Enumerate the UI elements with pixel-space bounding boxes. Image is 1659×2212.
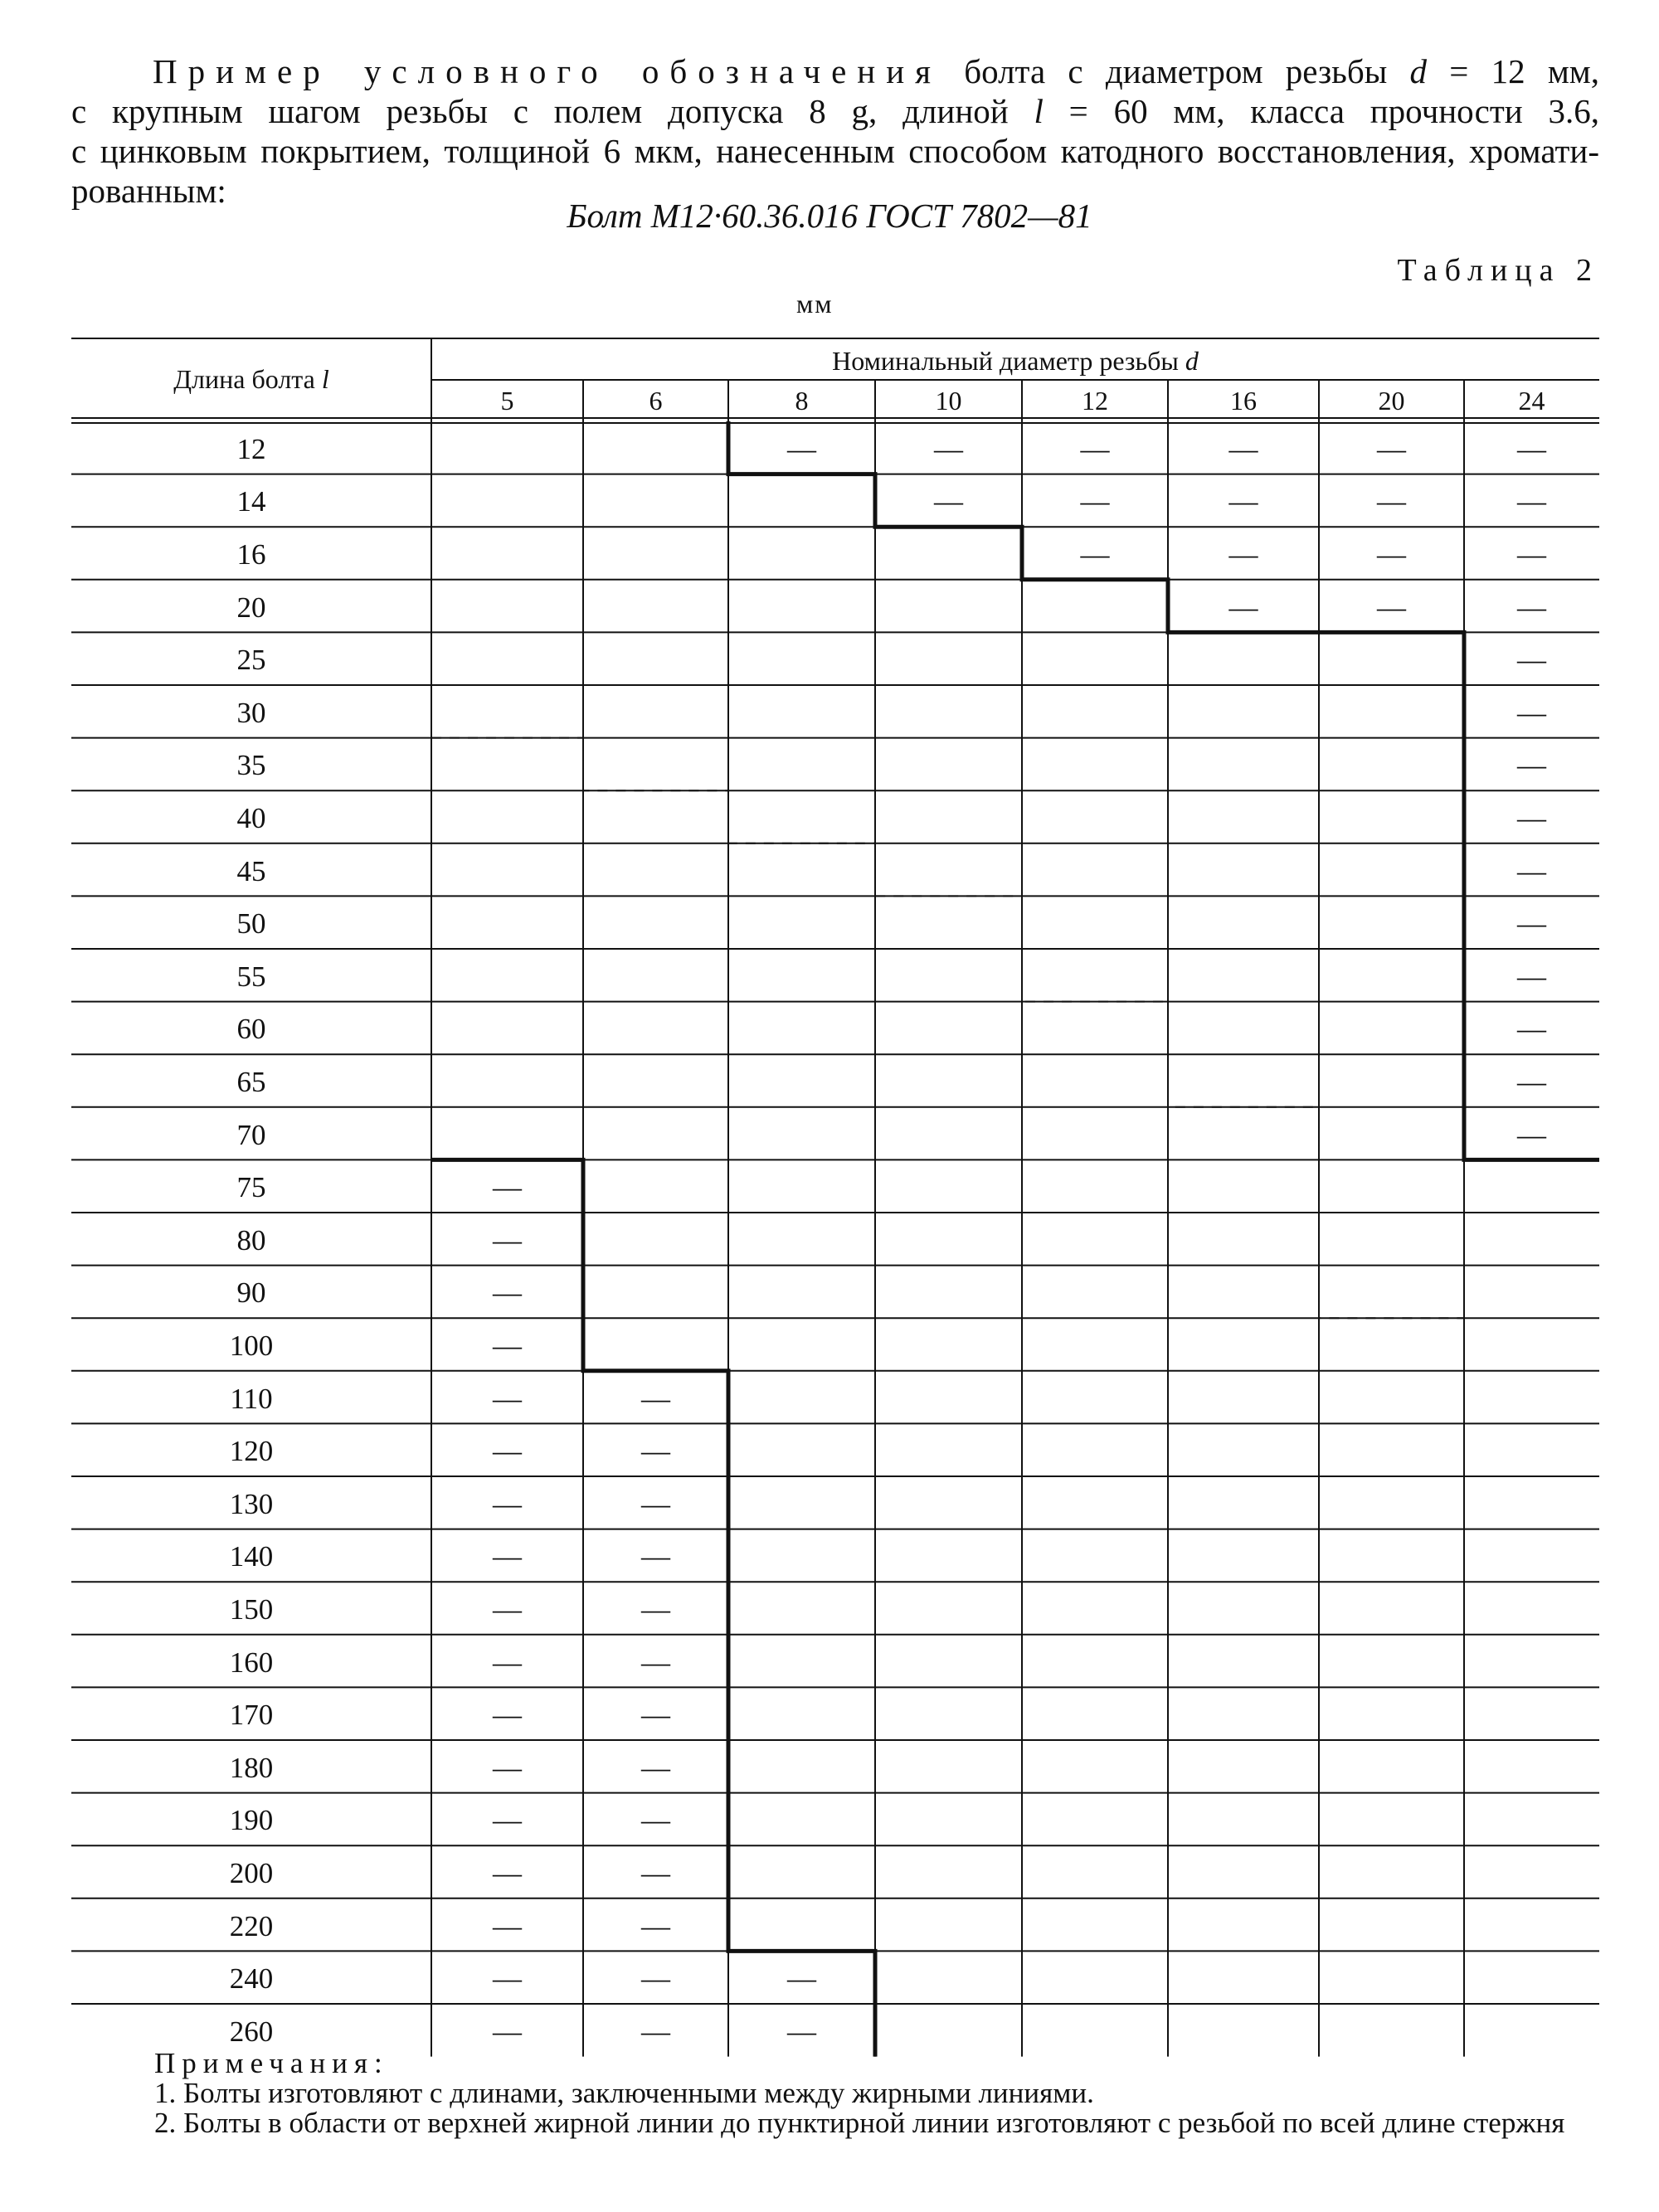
bolt-length-cell: 150: [229, 1593, 274, 1626]
dash-cell: —: [493, 1857, 522, 1889]
bolt-length-cell: 130: [229, 1487, 274, 1520]
diameter-header: 10: [935, 386, 962, 416]
dash-cell: —: [641, 1699, 670, 1732]
dash-cell: —: [493, 1804, 522, 1837]
bolt-length-cell: 75: [236, 1171, 266, 1204]
bolt-length-cell: 25: [236, 644, 266, 677]
bolt-length-cell: 14: [236, 485, 266, 518]
bolt-length-cell: 170: [229, 1699, 274, 1732]
dash-cell: —: [641, 1857, 670, 1889]
dash-cell: —: [787, 432, 816, 465]
dash-cell: —: [934, 485, 963, 518]
dash-cell: —: [493, 1593, 522, 1626]
bolt-length-cell: 12: [236, 432, 266, 465]
bolt-length-cell: 140: [229, 1540, 274, 1573]
note-2: 2. Болты в области от верхней жирной линии до пунктирной линии изготовляют с резьбой по всей длине стержня: [154, 2107, 1565, 2139]
dash-cell: —: [1377, 538, 1406, 571]
bolt-length-cell: 200: [229, 1857, 274, 1889]
bolt-length-cell: 120: [229, 1435, 274, 1468]
bolt-length-cell: 60: [236, 1013, 266, 1046]
bolt-length-cell: 50: [236, 907, 266, 941]
dash-cell: —: [1517, 591, 1546, 624]
dash-cell: —: [1228, 591, 1258, 624]
column-group-header: Номинальный диаметр резьбы d: [832, 346, 1199, 376]
diameter-header: 12: [1082, 386, 1108, 416]
dash-cell: —: [1228, 432, 1258, 465]
bolt-length-cell: 180: [229, 1751, 274, 1784]
bolt-length-cell: 70: [236, 1118, 266, 1151]
dash-cell: —: [1080, 485, 1110, 518]
diameter-header: 16: [1230, 386, 1257, 416]
bolt-length-cell: 30: [236, 696, 266, 729]
bolt-length-cell: 20: [236, 591, 266, 624]
dash-cell: —: [787, 1962, 816, 1996]
bolt-length-cell: 190: [229, 1804, 274, 1837]
table-units: мм: [796, 289, 834, 318]
dash-cell: —: [493, 1223, 522, 1257]
dash-cell: —: [1517, 802, 1546, 834]
dash-cell: —: [1517, 1118, 1546, 1151]
dash-cell: —: [1517, 432, 1546, 465]
example-paragraph: Пример условного обозначения болта с диаметром резьбы d = 12 мм, с крупным шагом резьбы с полем допуска 8 g, длиной l = 60 мм, класса прочности 3.6, с цинковым покрытием, толщиной 6 мкм, нанесенным способом катодного восстановления, хромати- рованным:: [71, 52, 1599, 210]
dash-cell: —: [641, 1646, 670, 1679]
notes-title: Примечания:: [154, 2047, 389, 2079]
dash-cell: —: [934, 432, 963, 465]
dash-cell: —: [641, 1435, 670, 1468]
diameter-header: 6: [649, 386, 663, 416]
bolt-length-cell: 100: [229, 1330, 274, 1362]
dash-cell: —: [641, 1962, 670, 1996]
dash-cell: —: [641, 2015, 670, 2048]
bolt-length-cell: 90: [236, 1276, 266, 1310]
dash-cell: —: [1517, 1066, 1546, 1098]
dash-cell: —: [493, 1751, 522, 1784]
dash-cell: —: [1517, 644, 1546, 677]
bolt-length-cell: 160: [229, 1646, 274, 1679]
dash-cell: —: [493, 1435, 522, 1468]
dash-cell: —: [1517, 538, 1546, 571]
bolt-length-cell: 55: [236, 960, 266, 993]
dash-cell: —: [641, 1804, 670, 1837]
dash-cell: —: [1228, 538, 1258, 571]
example-designation: Болт М12·60.36.016 ГОСТ 7802—81: [567, 197, 1092, 235]
dash-cell: —: [641, 1909, 670, 1942]
dash-cell: —: [1517, 854, 1546, 887]
bolt-length-cell: 45: [236, 854, 266, 887]
dash-cell: —: [493, 1330, 522, 1362]
dash-cell: —: [1517, 960, 1546, 993]
note-1: 1. Болты изготовляют с длинами, заключенными между жирными линиями.: [154, 2077, 1094, 2109]
dash-cell: —: [1080, 538, 1110, 571]
dash-cell: —: [641, 1593, 670, 1626]
dash-cell: —: [493, 1699, 522, 1732]
dash-cell: —: [1517, 696, 1546, 729]
dash-cell: —: [1377, 485, 1406, 518]
diameter-header: 5: [500, 386, 514, 416]
bolt-length-cell: 40: [236, 802, 266, 834]
diameter-header: 8: [795, 386, 809, 416]
dash-cell: —: [641, 1382, 670, 1415]
dash-cell: —: [1228, 485, 1258, 518]
dash-cell: —: [493, 1171, 522, 1204]
dash-cell: —: [1517, 907, 1546, 941]
dash-cell: —: [641, 1487, 670, 1520]
dash-cell: —: [1517, 749, 1546, 782]
bolt-length-cell: 240: [229, 1962, 274, 1996]
dash-cell: —: [493, 1646, 522, 1679]
dash-cell: —: [1517, 1013, 1546, 1046]
dash-cell: —: [1080, 432, 1110, 465]
diameter-header: 24: [1518, 386, 1545, 416]
bolt-length-cell: 65: [236, 1066, 266, 1098]
dash-cell: —: [641, 1540, 670, 1573]
dash-cell: —: [493, 1487, 522, 1520]
dash-cell: —: [493, 1909, 522, 1942]
dash-cell: —: [787, 2015, 816, 2048]
bolt-length-cell: 110: [230, 1382, 273, 1415]
dash-cell: —: [493, 1276, 522, 1310]
dash-cell: —: [1517, 485, 1546, 518]
notes: [71, 2049, 1599, 2138]
dash-cell: —: [1377, 432, 1406, 465]
table-label: Таблица 2: [1397, 253, 1599, 288]
bolt-length-cell: 35: [236, 749, 266, 782]
bolt-length-cell: 220: [229, 1909, 274, 1942]
diameter-header: 20: [1378, 386, 1405, 416]
dash-cell: —: [493, 1382, 522, 1415]
dash-cell: —: [493, 1962, 522, 1996]
dash-cell: —: [493, 2015, 522, 2048]
full-thread-dashed-line: [431, 738, 1464, 1319]
dash-cell: —: [641, 1751, 670, 1784]
bolt-length-cell: 260: [229, 2015, 274, 2048]
bolt-length-cell: 80: [236, 1223, 266, 1257]
bolt-length-cell: 16: [236, 538, 266, 571]
row-header: Длина болта l: [173, 364, 329, 394]
dash-cell: —: [1377, 591, 1406, 624]
dash-cell: —: [493, 1540, 522, 1573]
example-intro: Пример условного обозначения: [153, 52, 942, 90]
